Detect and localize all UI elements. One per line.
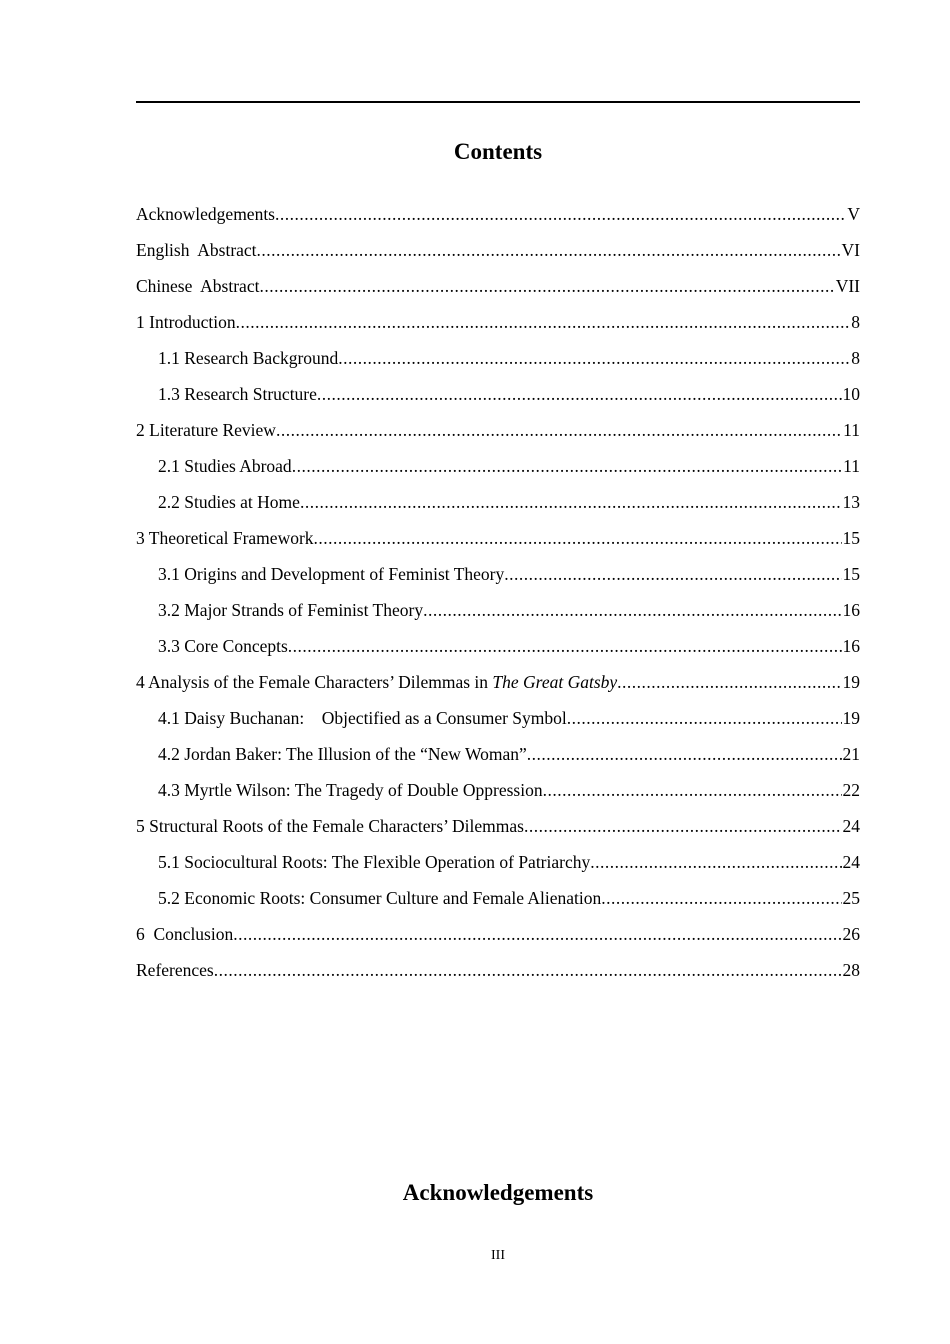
toc-entry[interactable] — [136, 304, 860, 340]
toc-entry-label: 1.3 Research Structure — [158, 384, 317, 404]
toc-leader-dots — [504, 561, 841, 587]
toc-entry-page: V — [847, 204, 860, 224]
toc-entry-page: 16 — [842, 600, 860, 620]
toc-entry[interactable] — [136, 952, 860, 988]
toc-entry-label: 5 Structural Roots of the Female Characters’ Dilemmas — [136, 816, 524, 836]
toc-entry-page: 19 — [842, 708, 860, 728]
toc-leader-dots — [524, 813, 842, 839]
toc-leader-dots — [601, 885, 841, 911]
toc-entry-page: 25 — [842, 888, 860, 908]
toc-entry-label: 6 Conclusion — [136, 924, 234, 944]
toc-leader-dots — [292, 453, 842, 479]
toc-entry-label: 2.2 Studies at Home — [158, 492, 300, 512]
toc-entry-page: 11 — [843, 456, 860, 476]
toc-entry[interactable] — [136, 412, 860, 448]
toc-leader-dots — [314, 525, 842, 551]
toc-entry[interactable] — [136, 196, 860, 232]
toc-entry-page: 21 — [842, 744, 860, 764]
toc-entry-page: 16 — [842, 636, 860, 656]
toc-leader-dots — [275, 201, 846, 227]
toc-leader-dots — [236, 309, 851, 335]
toc-subentry[interactable] — [136, 844, 860, 880]
toc-entry[interactable] — [136, 520, 860, 556]
toc-subentry[interactable] — [136, 736, 860, 772]
toc-leader-dots — [617, 669, 841, 695]
toc-entry-page: 19 — [842, 672, 860, 692]
toc-entry-label: 4.3 Myrtle Wilson: The Tragedy of Double Oppression — [158, 780, 543, 800]
toc-subentry[interactable] — [136, 448, 860, 484]
toc-leader-dots — [543, 777, 842, 803]
toc-entry-page: 13 — [842, 492, 860, 512]
table-of-contents — [136, 196, 860, 988]
toc-entry-page: 15 — [842, 564, 860, 584]
toc-leader-dots — [233, 921, 841, 947]
toc-entry-label: English Abstract — [136, 240, 257, 260]
toc-subentry[interactable] — [136, 880, 860, 916]
toc-entry-page: 15 — [842, 528, 860, 548]
toc-entry-label: 3.3 Core Concepts — [158, 636, 288, 656]
toc-subentry[interactable] — [136, 340, 860, 376]
toc-subentry[interactable] — [136, 700, 860, 736]
acknowledgements-heading: Acknowledgements — [402, 1180, 594, 1205]
toc-leader-dots — [527, 741, 842, 767]
toc-leader-dots — [257, 237, 841, 263]
toc-entry-label: 2.1 Studies Abroad — [158, 456, 292, 476]
header-rule — [136, 101, 860, 103]
toc-entry-label: Chinese Abstract — [136, 276, 260, 296]
toc-subentry[interactable] — [136, 484, 860, 520]
toc-leader-dots — [317, 381, 842, 407]
toc-entry-page: 10 — [842, 384, 860, 404]
toc-entry-label: Acknowledgements — [136, 204, 275, 224]
page-number: III — [491, 1248, 505, 1263]
toc-entry[interactable] — [136, 232, 860, 268]
toc-entry-page: 11 — [843, 420, 860, 440]
toc-entry-label: 4.2 Jordan Baker: The Illusion of the “New Woman” — [158, 744, 527, 764]
toc-leader-dots — [288, 633, 842, 659]
toc-entry-label: References — [136, 960, 214, 980]
toc-entry[interactable] — [136, 808, 860, 844]
toc-leader-dots — [567, 705, 842, 731]
toc-leader-dots — [423, 597, 841, 623]
toc-entry-page: 28 — [842, 960, 860, 980]
toc-entry-page: 8 — [851, 312, 860, 332]
toc-entry-label — [136, 669, 617, 695]
toc-entry-label: 3 Theoretical Framework — [136, 528, 314, 548]
toc-entry[interactable] — [136, 916, 860, 952]
toc-entry-label-text: 4 Analysis of the Female Characters’ Dilemmas in — [136, 672, 493, 692]
toc-entry-label: 3.2 Major Strands of Feminist Theory — [158, 600, 424, 620]
toc-entry-page: 22 — [842, 780, 860, 800]
toc-leader-dots — [338, 345, 850, 371]
toc-entry-label: 1 Introduction — [136, 312, 236, 332]
toc-subentry[interactable] — [136, 628, 860, 664]
toc-entry-page: 26 — [842, 924, 860, 944]
toc-entry-page: 8 — [851, 348, 860, 368]
toc-entry-label: 5.1 Sociocultural Roots: The Flexible Operation of Patriarchy — [158, 852, 591, 872]
toc-entry-label-italic: The Great Gatsby — [492, 672, 618, 692]
toc-leader-dots — [276, 417, 842, 443]
toc-entry-label: 4.1 Daisy Buchanan: Objectified as a Consumer Symbol — [158, 708, 567, 728]
toc-entry-label: 3.1 Origins and Development of Feminist Theory — [158, 564, 505, 584]
toc-subentry[interactable] — [136, 772, 860, 808]
toc-entry[interactable] — [136, 268, 860, 304]
toc-entry-page: 24 — [842, 816, 860, 836]
toc-subentry[interactable] — [136, 592, 860, 628]
toc-leader-dots — [214, 957, 842, 983]
toc-entry[interactable] — [136, 664, 860, 700]
toc-subentry[interactable] — [136, 376, 860, 412]
toc-subentry[interactable] — [136, 556, 860, 592]
toc-entry-page: VI — [841, 240, 860, 260]
toc-leader-dots — [590, 849, 841, 875]
toc-leader-dots — [259, 273, 834, 299]
toc-leader-dots — [300, 489, 842, 515]
contents-title: Contents — [453, 139, 543, 164]
toc-entry-label: 1.1 Research Background — [158, 348, 339, 368]
toc-entry-label: 2 Literature Review — [136, 420, 276, 440]
toc-entry-label: 5.2 Economic Roots: Consumer Culture and Female Alienation — [158, 888, 602, 908]
toc-entry-page: VII — [835, 276, 860, 296]
toc-entry-page: 24 — [842, 852, 860, 872]
